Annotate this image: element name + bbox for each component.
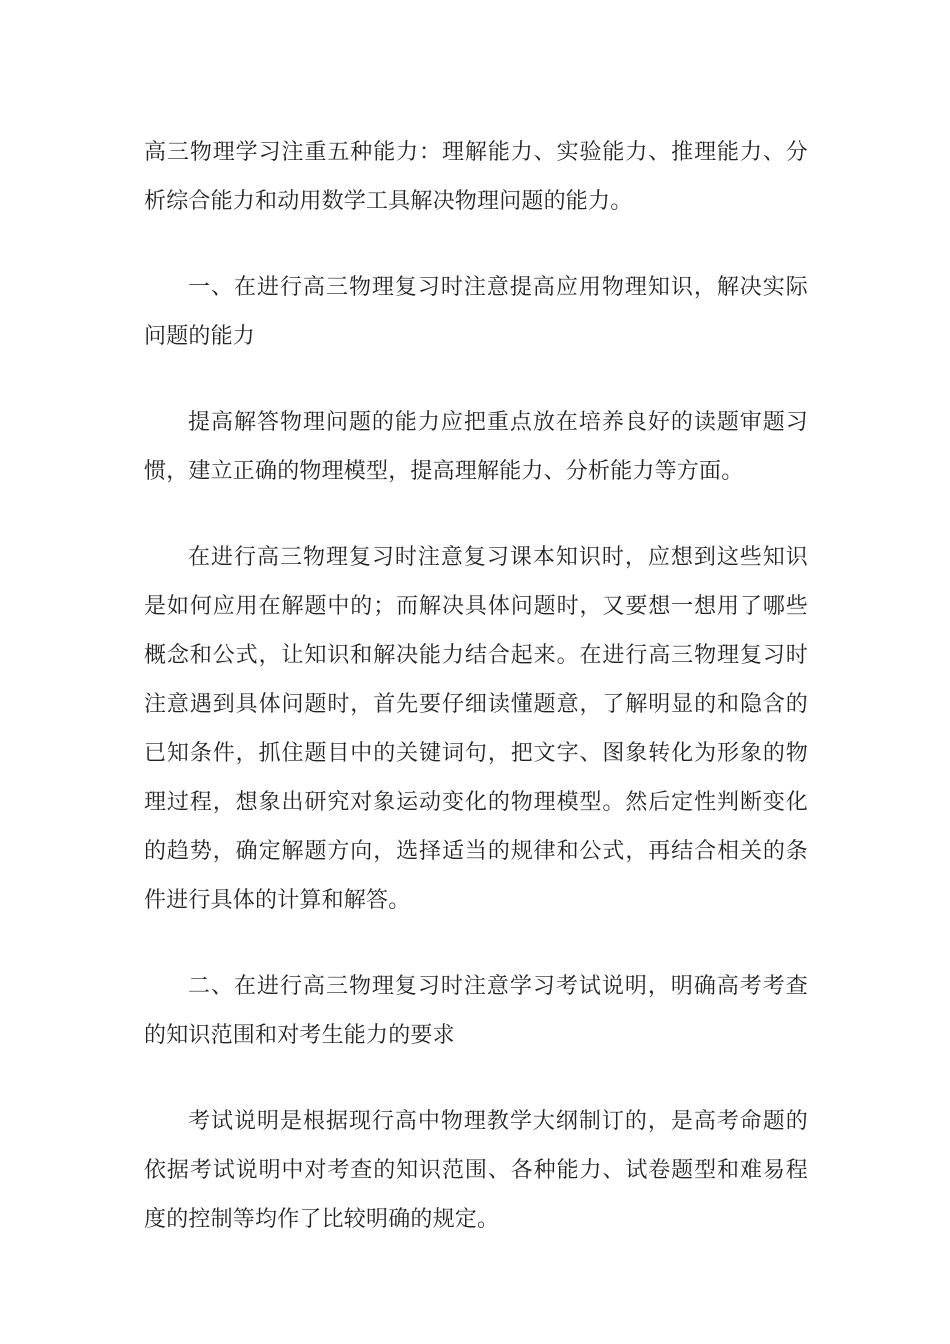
section-heading-1: 一、在进行高三物理复习时注意提高应用物理知识，解决实际问题的能力	[144, 275, 808, 349]
paragraph-3: 考试说明是根据现行高中物理教学大纲制订的，是高考命题的依据考试说明中对考查的知识范围、各种能力、试卷题型和难易程度的控制等均作了比较明确的规定。	[144, 1109, 808, 1232]
paragraph-gap	[144, 925, 808, 962]
paragraph-gap	[144, 226, 808, 263]
paragraph-2: 在进行高三物理复习时注意复习课本知识时，应想到这些知识是如何应用在解题中的；而解决具体问题时，又要想一想用了哪些概念和公式，让知识和解决能力结合起来。在进行高三物理复习时注意遇到具体问题时，首先要仔细读懂题意，了解明显的和隐含的已知条件，抓住题目中的关键词句，把文字、图象转化为形象的物理过程，想象出研究对象运动变化的物理模型。然后定性判断变化的趋势，确定解题方向，选择适当的规律和公式，再结合相关的条件进行具体的计算和解答。	[144, 545, 808, 913]
paragraph-1: 提高解答物理问题的能力应把重点放在培养良好的读题审题习惯，建立正确的物理模型，提高理解能力、分析能力等方面。	[144, 410, 808, 484]
section-heading-2: 二、在进行高三物理复习时注意学习考试说明，明确高考考查的知识范围和对考生能力的要求	[144, 974, 808, 1048]
document-body	[144, 128, 808, 1244]
paragraph-gap	[144, 1060, 808, 1097]
paragraph-gap	[144, 496, 808, 533]
paragraph-gap	[144, 361, 808, 398]
paragraph-intro: 高三物理学习注重五种能力：理解能力、实验能力、推理能力、分析综合能力和动用数学工具解决物理问题的能力。	[144, 140, 808, 214]
